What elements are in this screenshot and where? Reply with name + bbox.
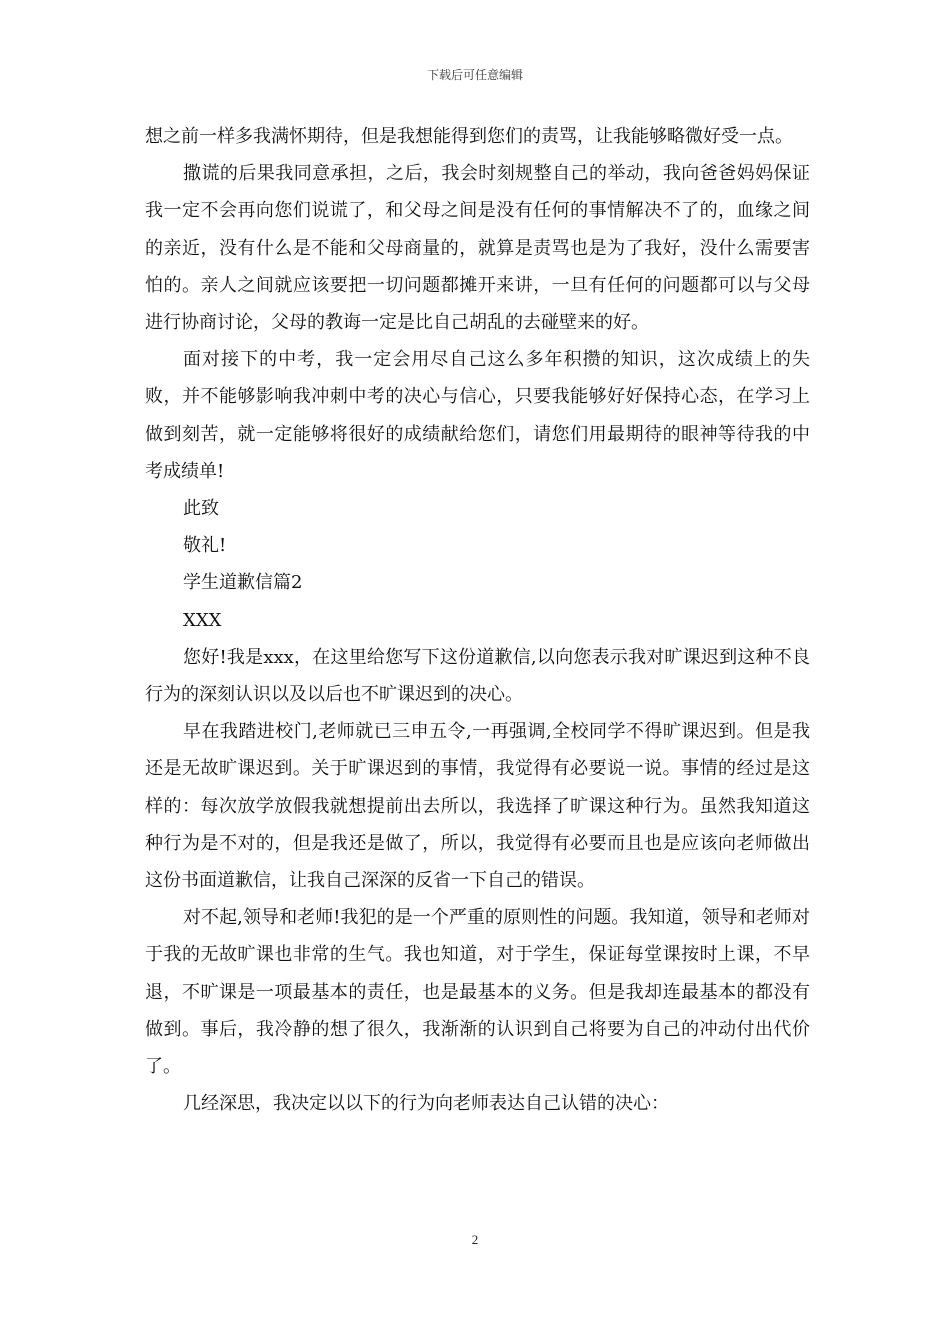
paragraph: 敬礼! [183,535,227,557]
paragraph: 面对接下的中考，我一定会用尽自己这么多年积攒的知识，这次成绩上的失败，并不能够影响我冲刺中考的决心与信心，只要我能够好好保持心态，在学习上做到刻苦，就一定能够将很好的成绩献给您们，请您们用最期待的眼神等待我的中考成绩单! [145,349,810,482]
page-number: 2 [471,1232,479,1247]
paragraph: 学生道歉信篇2 [183,572,303,594]
paragraph: 对不起,领导和老师!我犯的是一个严重的原则性的问题。我知道，领导和老师对于我的无故旷课也非常的生气。我也知道，对于学生，保证每堂课按时上课，不早退，不旷课是一项最基本的责任，也是最基本的义务。但是我却连最基本的都没有做到。事后，我冷静的想了很久，我渐渐的认识到自己将要为自己的冲动付出代价了。 [145,907,810,1078]
paragraph: 几经深思，我决定以以下的行为向老师表达自己认错的决心： [183,1093,669,1115]
paragraph: 早在我踏进校门,老师就已三申五令,一再强调,全校同学不得旷课迟到。但是我还是无故旷课迟到。关于旷课迟到的事情，我觉得有必要说一说。事情的经过是这样的：每次放学放假我就想提前出去所以，我选择了旷课这种行为。虽然我知道这种行为是不对的，但是我还是做了，所以，我觉得有必要而且也是应该向老师做出这份书面道歉信，让我自己深深的反省一下自己的错误。 [145,721,810,892]
header-note: 下载后可任意编辑 [426,68,523,82]
paragraph: XXX [183,609,222,631]
paragraph: 撒谎的后果我同意承担，之后，我会时刻规整自己的举动，我向爸爸妈妈保证我一定不会再向您们说谎了，和父母之间是没有任何的事情解决不了的，血缘之间的亲近，没有什么是不能和父母商量的，就算是责骂也是为了我好，没什么需要害怕的。亲人之间就应该要把一切问题都摊开来讲，一旦有任何的问题都可以与父母进行协商讨论，父母的教诲一定是比自己胡乱的去碰壁来的好。 [145,163,810,334]
paragraph: 您好!我是xxx，在这里给您写下这份道歉信,以向您表示我对旷课迟到这种不良行为的深刻认识以及以后也不旷课迟到的决心。 [145,646,810,706]
paragraph: 想之前一样多我满怀期待，但是我想能得到您们的责骂，让我能够略微好受一点。 [145,126,793,147]
paragraph: 此致 [183,498,219,520]
document-body [145,118,810,1122]
